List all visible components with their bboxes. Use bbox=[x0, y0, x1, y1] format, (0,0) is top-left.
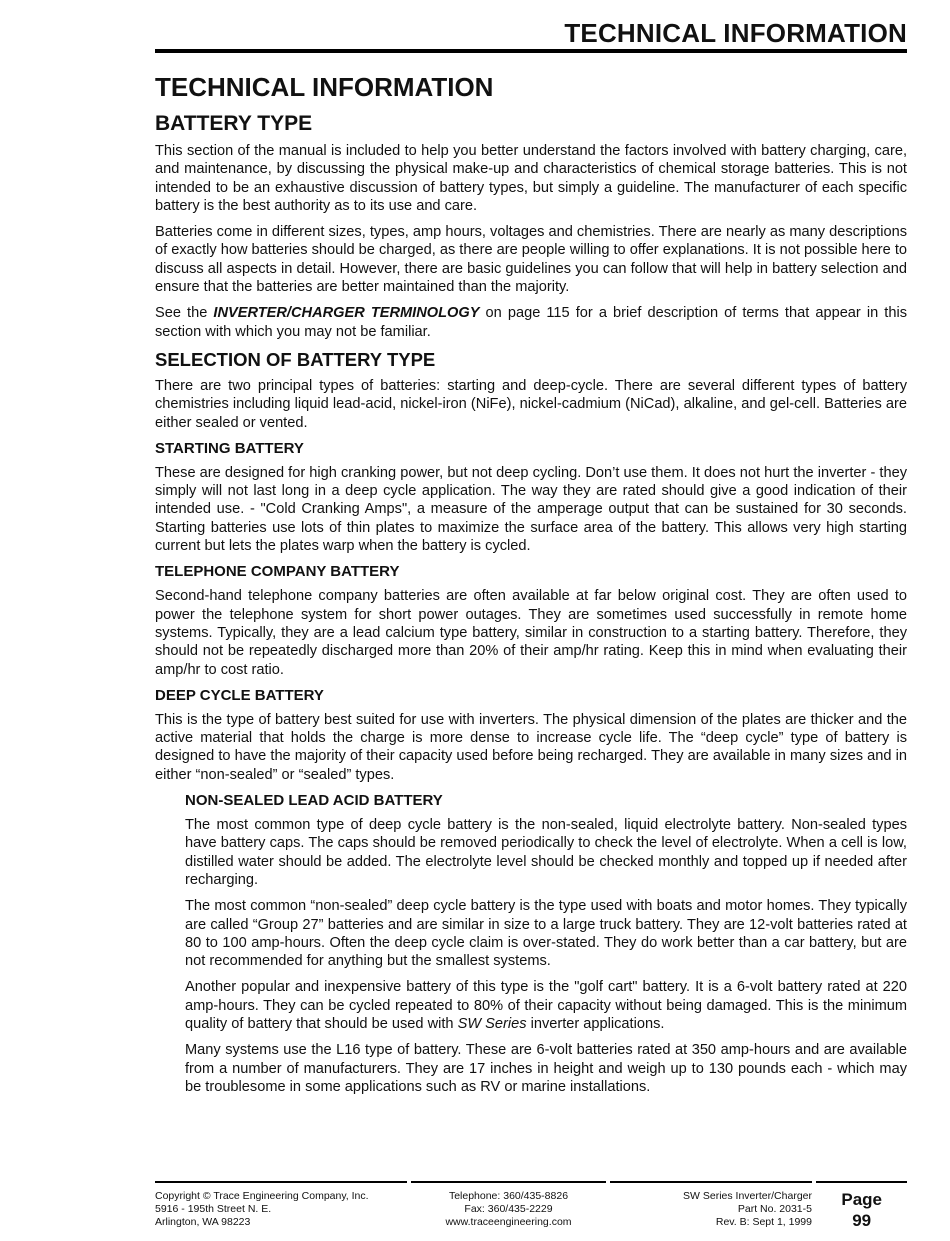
main-content bbox=[155, 112, 907, 1104]
header-rule bbox=[155, 49, 907, 53]
subheading-starting-battery: STARTING BATTERY bbox=[155, 439, 304, 457]
fax-text: Fax: 360/435-2229 bbox=[464, 1203, 553, 1215]
paragraph-golf-cart bbox=[185, 978, 907, 1033]
paragraph: This section of the manual is included to help you better understand the factors involved with battery charging, care, and maintenance, by discussing the physical make-up and characteristics of chemical storage batteries. This is not intended to be an exhaustive discussion of battery types, but simply a guideline. The manufacturer of each specific battery is the best authority as to its use and care. bbox=[155, 143, 907, 214]
footer-product bbox=[610, 1190, 812, 1229]
subheading-telephone-battery: TELEPHONE COMPANY BATTERY bbox=[155, 563, 400, 581]
footer-rule bbox=[411, 1181, 606, 1183]
footer-rule bbox=[610, 1181, 812, 1183]
revision-text: Rev. B: Sept 1, 1999 bbox=[715, 1216, 812, 1228]
cross-reference-link[interactable]: INVERTER/CHARGER TERMINOLOGY bbox=[213, 305, 480, 322]
text: See the bbox=[155, 305, 214, 322]
part-number: Part No. 2031-5 bbox=[737, 1203, 812, 1215]
section-heading-selection: SELECTION OF BATTERY TYPE bbox=[155, 348, 436, 370]
product-text: SW Series Inverter/Charger bbox=[683, 1190, 812, 1202]
subheading-deep-cycle-battery: DEEP CYCLE BATTERY bbox=[155, 686, 324, 704]
page-number: 99 bbox=[852, 1211, 872, 1230]
telephone-text: Telephone: 360/435-8826 bbox=[448, 1190, 569, 1202]
page-number-box bbox=[841, 1189, 882, 1231]
address-line: Arlington, WA 98223 bbox=[155, 1216, 251, 1228]
paragraph: Batteries come in different sizes, types, amp hours, voltages and chemistries. There are nearly as many descriptions of exactly how batteries should be charged, as there are people willing to offer explanations. It is not possible here to discuss all aspects in detail. However, there are basic guidelines you can follow that will help in battery selection and ensure that the batteries are better maintained than the majority. bbox=[155, 224, 907, 296]
copyright-text: Copyright © Trace Engineering Company, Inc. bbox=[155, 1190, 369, 1202]
footer-rule bbox=[155, 1181, 407, 1183]
subheading-non-sealed: NON-SEALED LEAD ACID BATTERY bbox=[185, 792, 443, 810]
section-heading-battery-type: BATTERY TYPE bbox=[155, 112, 313, 135]
running-header-title: TECHNICAL INFORMATION bbox=[564, 18, 907, 48]
footer-company bbox=[155, 1190, 369, 1229]
page-footer bbox=[155, 1181, 907, 1241]
product-name: SW Series bbox=[457, 1015, 527, 1032]
paragraph: The most common type of deep cycle battery is the non-sealed, liquid electrolyte battery. Non-sealed types have battery caps. The caps should be removed periodically to check the level of electrolyte. When a cell is low, distilled water should be added. The electrolyte level should be checked monthly and topped up if needed after recharging. bbox=[185, 817, 907, 888]
paragraph: There are two principal types of batteries: starting and deep-cycle. There are several different types of battery chemistries including liquid lead-acid, nickel-iron (NiFe), nickel-cadmium (NiCad), alkaline, and gel-cell. Batteries are either sealed or vented. bbox=[155, 377, 907, 431]
paragraph: Many systems use the L16 type of battery. These are 6-volt batteries rated at 350 amp-hours and are available from a number of manufacturers. They are 17 inches in height and weigh up to 130 pounds each - which may be troublesome in some applications such as RV or marine installations. bbox=[185, 1042, 907, 1095]
paragraph: Second-hand telephone company batteries are often available at far below original cost. They are often used to power the telephone system for short power outages. They are sometimes used successfully in remote home systems. Typically, they are a lead calcium type battery, similar in construction to a starting battery. Therefore, they should not be repeatedly discharged more than 20% of their amp/hr rating. Keep this in mind when evaluating their amp/hr to cost ratio. bbox=[155, 588, 907, 678]
paragraph: The most common “non-sealed” deep cycle battery is the type used with boats and motor homes. They typically are called “Group 27” batteries and are similar in size to a large truck battery. They are 12-volt batteries rated at 80 to 100 amp-hours. Often the deep cycle claim is over-stated. They do work better than a car battery, but are not recommended for anything but the smallest systems. bbox=[185, 898, 907, 970]
text: on page 115 for a brief description of terms that appear in this section with which you may not be familiar. bbox=[155, 305, 907, 340]
text: Another popular and inexpensive battery of this type is the "golf cart" battery. It is a 6-volt battery rated at 220 amp-hours. They can be cycled repeated to 80% of their capacity without being damaged. This is the minimum quality of battery that should be used with bbox=[185, 979, 907, 1032]
paragraph: These are designed for high cranking power, but not deep cycling. Don’t use them. It does not hurt the inverter - they simply will not last long in a deep cycle application. The way they are rated should give a good indication of their intended use. - "Cold Cranking Amps", a measure of the amperage output that can be sustained for 30 seconds. Starting batteries use lots of thin plates to maximize the surface area of the battery. This allows very high starting current but lets the plates warp when the battery is cycled. bbox=[155, 464, 907, 555]
page-title: TECHNICAL INFORMATION bbox=[155, 72, 494, 102]
footer-contact bbox=[411, 1190, 606, 1229]
footer-rule bbox=[816, 1181, 907, 1183]
paragraph: This is the type of battery best suited for use with inverters. The physical dimension of the plates are thicker and the active material that holds the charge is more dense to increase cycle life. The “deep cycle” type of battery is designed to have the majority of their capacity used before being recharged. They are available in many sizes and in either “non-sealed” or “sealed” types. bbox=[155, 711, 907, 783]
paragraph-see-terminology bbox=[155, 304, 907, 341]
address-line: 5916 - 195th Street N. E. bbox=[155, 1203, 272, 1215]
page-label: Page bbox=[841, 1190, 882, 1209]
website-link[interactable]: www.traceengineering.com bbox=[445, 1216, 572, 1228]
text: inverter applications. bbox=[526, 1015, 665, 1032]
